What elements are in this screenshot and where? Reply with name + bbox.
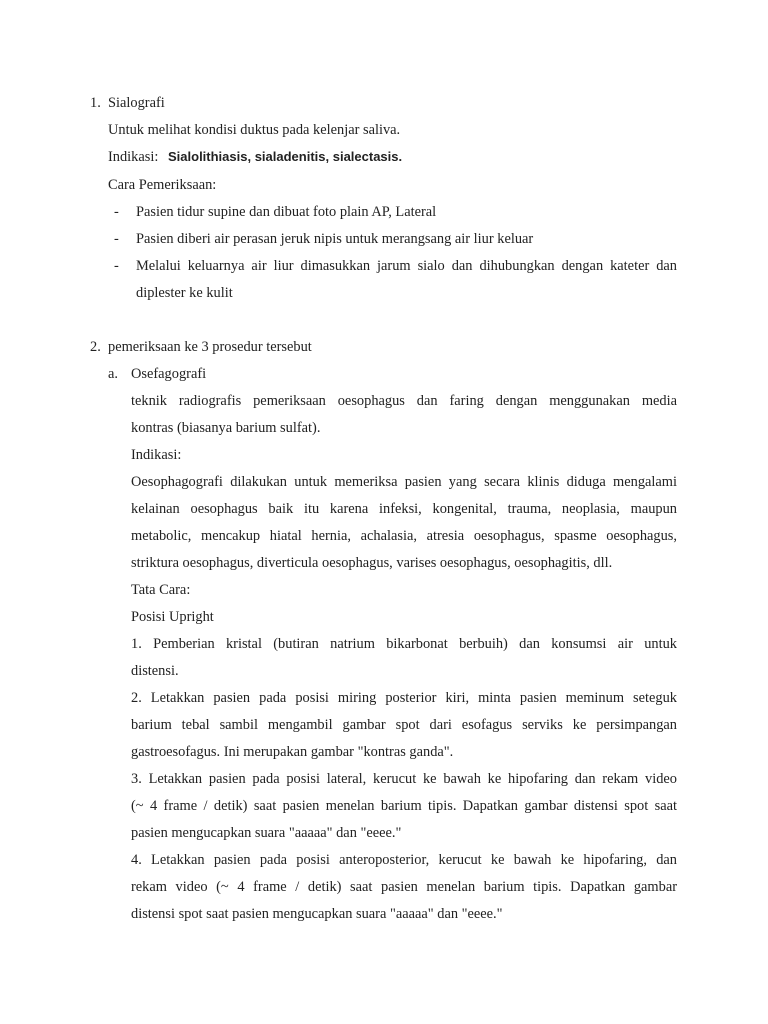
section1-cara-label: Cara Pemeriksaan: <box>108 177 217 193</box>
bullet-item: Melalui keluarnya air liur dimasukkan jarum sialo dan dihubungkan dengan kateter dan <box>136 258 677 274</box>
step-line: gastroesofagus. Ini merupakan gambar "kontras ganda". <box>131 744 454 760</box>
step-line: 1. Pemberian kristal (butiran natrium bikarbonat berbuih) dan konsumsi air untuk <box>131 636 677 652</box>
bullet-dash: - <box>114 258 119 274</box>
subsection-a-letter: a. <box>108 366 118 382</box>
section1-number: 1. <box>90 95 101 111</box>
step-line: distensi. <box>131 663 179 679</box>
step-line: (~ 4 frame / detik) saat pasien menelan barium tipis. Dapatkan gambar distensi spot saat <box>131 798 677 814</box>
step-line: distensi spot saat pasien mengucapkan suara "aaaaa" dan "eeee." <box>131 906 503 922</box>
paragraph-line: striktura oesophagus, diverticula oesophagus, varises oesophagus, oesophagitis, dll. <box>131 555 613 571</box>
bullet-dash: - <box>114 231 119 247</box>
tata-cara-label: Tata Cara: <box>131 582 191 598</box>
paragraph-line: teknik radiografis pemeriksaan oesophagus dan faring dengan menggunakan media <box>131 393 677 409</box>
section1-indikasi-value: Sialolithiasis, sialadenitis, sialectasis. <box>168 149 403 164</box>
section1-indikasi-label: Indikasi: <box>108 149 159 165</box>
indikasi-label: Indikasi: <box>131 447 182 463</box>
paragraph-line: kelainan oesophagus baik itu karena infeksi, kongenital, trauma, neoplasia, maupun <box>131 501 677 517</box>
bullet-item: Pasien tidur supine dan dibuat foto plain AP, Lateral <box>136 204 437 220</box>
step-line: barium tebal sambil mengambil gambar spot dari esofagus serviks ke persimpangan <box>131 717 677 733</box>
step-line: 3. Letakkan pasien pada posisi lateral, kerucut ke bawah ke hipofaring dan rekam video <box>131 771 677 787</box>
bullet-dash: - <box>114 204 119 220</box>
section1-title: Sialografi <box>108 95 165 111</box>
paragraph-line: metabolic, mencakup hiatal hernia, achalasia, atresia oesophagus, spasme oesophagus, <box>131 528 677 544</box>
step-line: rekam video (~ 4 frame / detik) saat pasien menelan barium tipis. Dapatkan gambar <box>131 879 677 895</box>
step-line: 4. Letakkan pasien pada posisi anteroposterior, kerucut ke bawah ke hipofaring, dan <box>131 852 677 868</box>
step-line: 2. Letakkan pasien pada posisi miring posterior kiri, minta pasien meminum seteguk <box>131 690 677 706</box>
section1-description: Untuk melihat kondisi duktus pada kelenjar saliva. <box>108 122 401 138</box>
posisi-label: Posisi Upright <box>131 609 214 625</box>
step-line: pasien mengucapkan suara "aaaaa" dan "eeee." <box>131 825 402 841</box>
subsection-a-title: Osefagografi <box>131 366 207 382</box>
paragraph-line: Oesophagografi dilakukan untuk memeriksa pasien yang secara klinis diduga mengalami <box>131 474 677 490</box>
bullet-item-continuation: diplester ke kulit <box>136 285 233 301</box>
section2-number: 2. <box>90 339 101 355</box>
paragraph-line: kontras (biasanya barium sulfat). <box>131 420 321 436</box>
bullet-item: Pasien diberi air perasan jeruk nipis untuk merangsang air liur keluar <box>136 231 534 247</box>
section2-title: pemeriksaan ke 3 prosedur tersebut <box>108 339 312 355</box>
